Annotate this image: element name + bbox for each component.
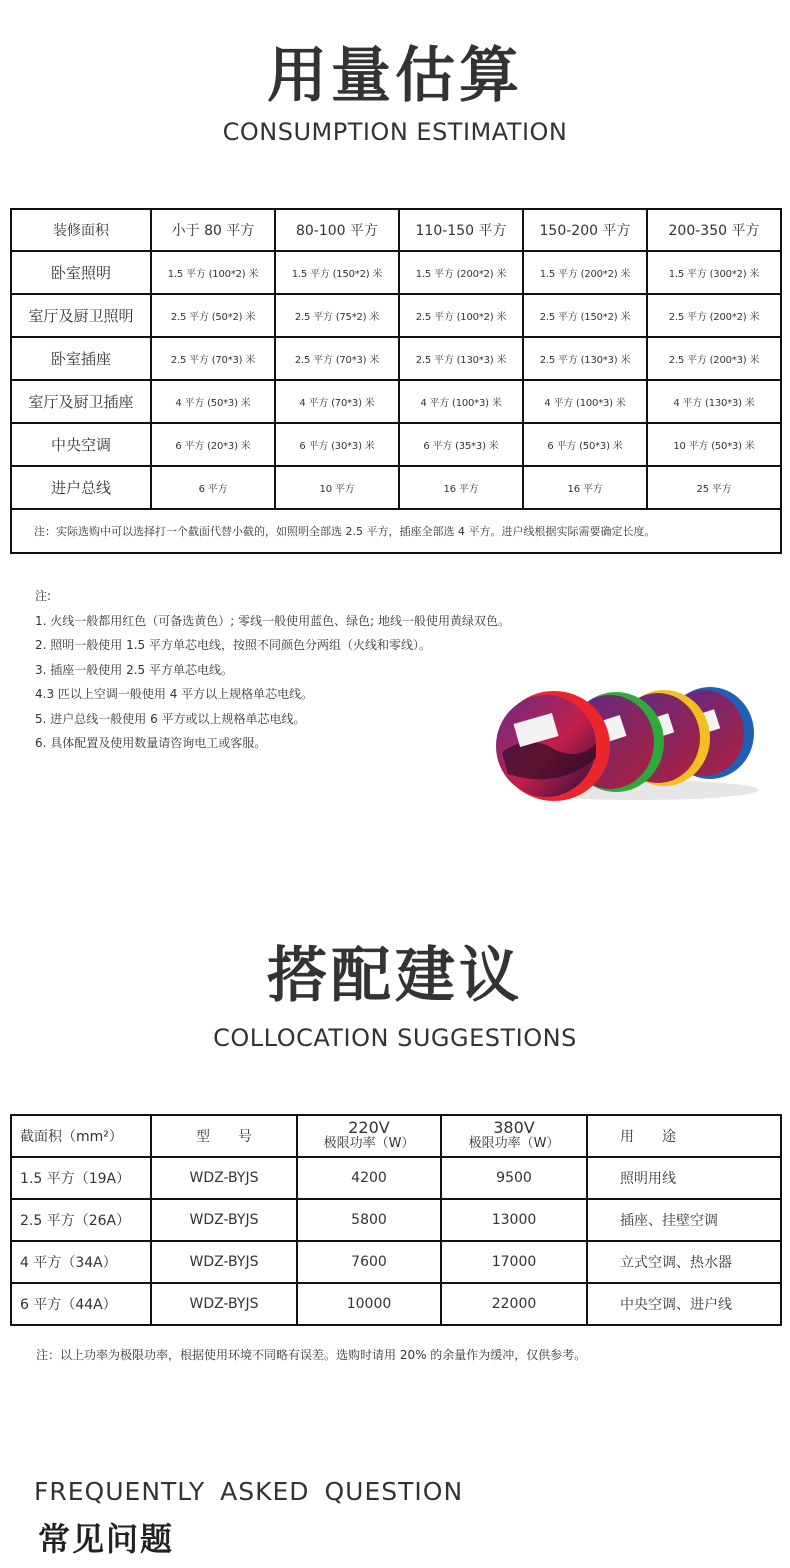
estimation-header-row: [11, 209, 781, 251]
cell-model: WDZ-BYJS: [151, 1241, 297, 1283]
estimation-header-cell: 装修面积: [11, 209, 151, 251]
wire-coils-image: [488, 678, 758, 803]
collocation-title: 搭配建议: [267, 941, 523, 1011]
table-cell: 6 平方 (20*3) 米: [151, 423, 275, 466]
table-cell: 6 平方 (30*3) 米: [275, 423, 399, 466]
cell-p220: 7600: [297, 1241, 441, 1283]
table-cell: 2.5 平方 (130*3) 米: [523, 337, 647, 380]
header-380v-top: 380V: [493, 1118, 535, 1137]
table-cell: 2.5 平方 (130*3) 米: [399, 337, 523, 380]
row-label: 室厅及厨卫插座: [11, 380, 151, 423]
collocation-table: [10, 1114, 782, 1326]
table-cell: 16 平方: [399, 466, 523, 509]
table-cell: 4 平方 (70*3) 米: [275, 380, 399, 423]
table-cell: 10 平方: [275, 466, 399, 509]
estimation-header-cell: 150-200 平方: [523, 209, 647, 251]
table-row: [11, 466, 781, 509]
table-row: [11, 337, 781, 380]
cell-section: 4 平方（34A）: [11, 1241, 151, 1283]
cell-use: 插座、挂壁空调: [587, 1199, 781, 1241]
cell-model: WDZ-BYJS: [151, 1199, 297, 1241]
table-cell: 16 平方: [523, 466, 647, 509]
note-item: 5. 进户总线一般使用 6 平方或以上规格单芯电线。: [35, 711, 306, 726]
cell-p380: 22000: [441, 1283, 587, 1325]
table-cell: 2.5 平方 (200*3) 米: [647, 337, 781, 380]
cell-use: 中央空调、进户线: [587, 1283, 781, 1325]
row-label: 室厅及厨卫照明: [11, 294, 151, 337]
estimation-header-cell: 110-150 平方: [399, 209, 523, 251]
estimation-note: 注：实际选购中可以选择打一个截面代替小截的，如照明全部选 2.5 平方，插座全部选 4 平方。进户线根据实际需要确定长度。: [11, 509, 781, 553]
table-row: [11, 1199, 781, 1241]
table-row: [11, 251, 781, 294]
cell-section: 2.5 平方（26A）: [11, 1199, 151, 1241]
table-cell: 6 平方 (35*3) 米: [399, 423, 523, 466]
estimation-header-cell: 200-350 平方: [647, 209, 781, 251]
table-cell: 2.5 平方 (70*3) 米: [151, 337, 275, 380]
cell-section: 6 平方（44A）: [11, 1283, 151, 1325]
collocation-subtitle: COLLOCATION SUGGESTIONS: [213, 1024, 577, 1052]
cell-p380: 9500: [441, 1157, 587, 1199]
table-cell: 2.5 平方 (70*3) 米: [275, 337, 399, 380]
estimation-header-cell: 80-100 平方: [275, 209, 399, 251]
header-380v-bottom: 极限功率（W）: [468, 1136, 560, 1151]
table-cell: 6 平方: [151, 466, 275, 509]
table-cell: 4 平方 (100*3) 米: [523, 380, 647, 423]
row-label: 中央空调: [11, 423, 151, 466]
wiring-notes: [35, 584, 510, 756]
table-row: [11, 380, 781, 423]
cell-p220: 5800: [297, 1199, 441, 1241]
note-item: 1. 火线一般都用红色（可备选黄色）; 零线一般使用蓝色、绿色; 地线一般使用黄绿双色。: [35, 613, 510, 628]
header-220v-top: 220V: [348, 1118, 390, 1137]
header-model: 型 号: [151, 1115, 297, 1157]
table-row: [11, 423, 781, 466]
table-cell: 1.5 平方 (300*2) 米: [647, 251, 781, 294]
note-item: 6. 具体配置及使用数量请咨询电工或客服。: [35, 736, 267, 750]
table-row: [11, 1283, 781, 1325]
table-cell: 2.5 平方 (200*2) 米: [647, 294, 781, 337]
table-cell: 25 平方: [647, 466, 781, 509]
estimation-subtitle: CONSUMPTION ESTIMATION: [222, 118, 568, 146]
collocation-header-row: [11, 1115, 781, 1157]
row-label: 进户总线: [11, 466, 151, 509]
note-item: 4.3 匹以上空调一般使用 4 平方以上规格单芯电线。: [35, 687, 314, 701]
table-cell: 2.5 平方 (75*2) 米: [275, 294, 399, 337]
estimation-header-cell: 小于 80 平方: [151, 209, 275, 251]
table-row: [11, 294, 781, 337]
table-row: [11, 1241, 781, 1283]
table-cell: 6 平方 (50*3) 米: [523, 423, 647, 466]
table-cell: 4 平方 (50*3) 米: [151, 380, 275, 423]
row-label: 卧室插座: [11, 337, 151, 380]
collocation-note: 注：以上功率为极限功率，根据使用环境不同略有误差。选购时请用 20% 的余量作为缓冲，仅供参考。: [36, 1348, 587, 1362]
estimation-table: [10, 208, 782, 554]
table-cell: 1.5 平方 (150*2) 米: [275, 251, 399, 294]
faq-english-title: FREQUENTLY ASKED QUESTION: [34, 1477, 464, 1506]
cell-use: 照明用线: [587, 1157, 781, 1199]
table-cell: 1.5 平方 (200*2) 米: [523, 251, 647, 294]
table-cell: 1.5 平方 (200*2) 米: [399, 251, 523, 294]
cell-p380: 13000: [441, 1199, 587, 1241]
table-cell: 2.5 平方 (100*2) 米: [399, 294, 523, 337]
header-380v: [441, 1115, 587, 1157]
cell-model: WDZ-BYJS: [151, 1157, 297, 1199]
table-cell: 1.5 平方 (100*2) 米: [151, 251, 275, 294]
cell-p380: 17000: [441, 1241, 587, 1283]
faq-chinese-title: 常见问题: [38, 1520, 175, 1558]
table-cell: 2.5 平方 (150*2) 米: [523, 294, 647, 337]
header-section: 截面积（mm²）: [11, 1115, 151, 1157]
table-cell: 4 平方 (100*3) 米: [399, 380, 523, 423]
header-220v-bottom: 极限功率（W）: [323, 1136, 415, 1151]
cell-section: 1.5 平方（19A）: [11, 1157, 151, 1199]
notes-heading: 注:: [35, 589, 52, 603]
table-cell: 4 平方 (130*3) 米: [647, 380, 781, 423]
table-row: [11, 1157, 781, 1199]
estimation-title: 用量估算: [267, 41, 523, 111]
table-cell: 10 平方 (50*3) 米: [647, 423, 781, 466]
table-cell: 2.5 平方 (50*2) 米: [151, 294, 275, 337]
note-item: 3. 插座一般使用 2.5 平方单芯电线。: [35, 662, 233, 677]
note-item: 2. 照明一般使用 1.5 平方单芯电线，按照不同颜色分两组（火线和零线）。: [35, 638, 431, 652]
red-coil: [496, 691, 610, 801]
cell-model: WDZ-BYJS: [151, 1283, 297, 1325]
cell-p220: 4200: [297, 1157, 441, 1199]
header-220v: [297, 1115, 441, 1157]
header-use: 用 途: [587, 1115, 781, 1157]
row-label: 卧室照明: [11, 251, 151, 294]
cell-use: 立式空调、热水器: [587, 1241, 781, 1283]
cell-p220: 10000: [297, 1283, 441, 1325]
